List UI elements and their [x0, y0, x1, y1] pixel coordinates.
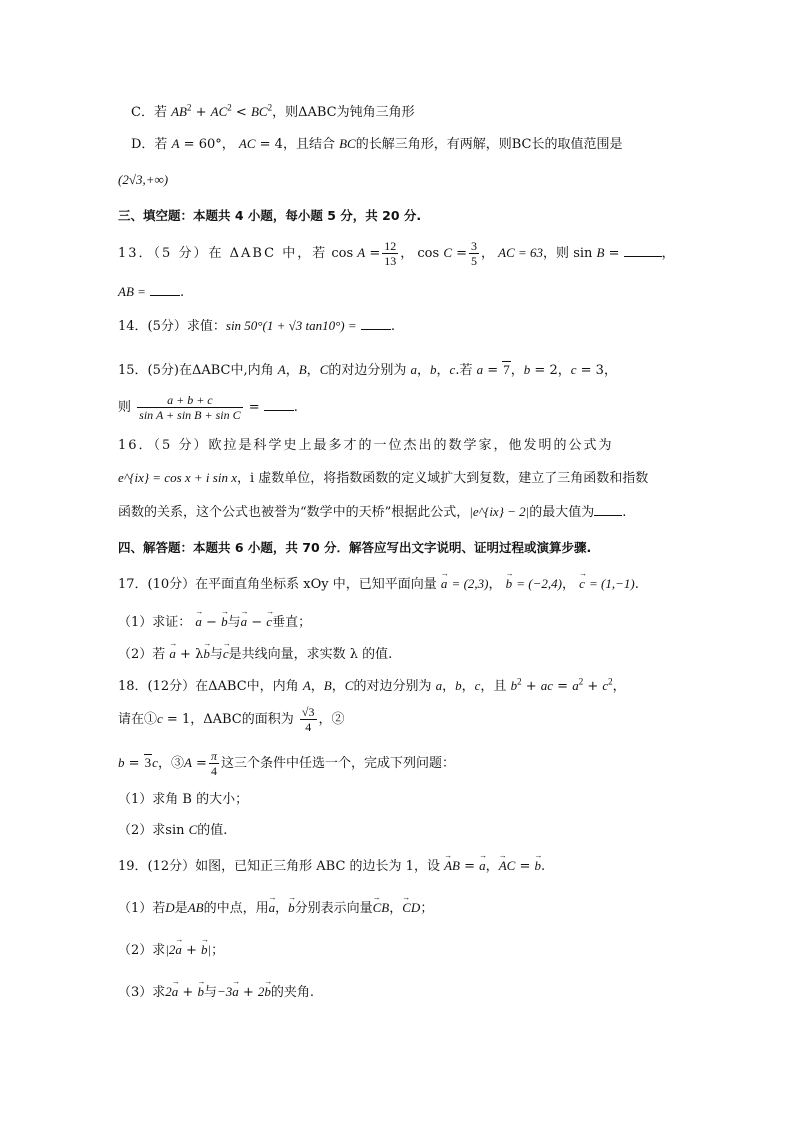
q13-line1: 13．（5 分）在 ΔABC 中，若 cos A = $\frac{12}{13}$ ， cos C = $\frac{3}{5}$ ， AC = 63，则 sin B = ， — [118, 239, 675, 268]
q18-line2: 请在①c = 1，ΔABC的面积为 $\frac{√3}{4}$ ，② — [118, 705, 345, 734]
q16-answer-blank[interactable] — [594, 503, 622, 516]
q12-option-c: C．若 $AB^2 + AC^2 < BC^2$，则ΔABC为钝角三角形 — [131, 102, 415, 120]
q17-line1: 17．(10分）在平面直角坐标系 xOy 中，已知平面向量 → a = (2,3)， → b = (−2,4)， → c = (1,−1). — [118, 574, 639, 595]
q12-option-d-range: (2√3,+∞) — [118, 172, 169, 187]
q15-line1: 15．(5分)在ΔABC中,内角 A，B，C的对边分别为 a，b，c.若 a = 7，b = 2，c = 3， — [118, 362, 617, 378]
q12-option-d: D．若 A = 60°， AC = 4，且结合 BC的长解三角形，有两解，则BC长的取值范围是 — [131, 136, 623, 152]
q14-line: 14．(5分）求值：sin 50°(1 + √3 tan10°) = . — [118, 318, 395, 334]
q13-cosA-fraction: $\frac{12}{13}$ — [384, 239, 397, 268]
q18-part1: （1）求角 B 的大小； — [118, 792, 249, 807]
q16-line3: 函数的关系，这个公式也被誉为“数学中的天桥”根据此公式，|e^{ix} − 2|的最大值为 . — [118, 504, 627, 520]
q17-part2: （2）若 → a + λ→ b与→ c是共线向量，求实数 λ 的值. — [118, 644, 392, 665]
section3-heading: 三、填空题：本题共 4 小题，每小题 5 分，共 20 分. — [118, 208, 422, 223]
q18-line1: 18．(12分）在ΔABC中，内角 A，B，C的对边分别为 a，b，c，且 $b^2$ + ac = $a^2 + c^2$， — [118, 676, 626, 694]
q18-area-fraction: $\frac{√3}{4}$ — [301, 705, 315, 734]
section4-heading: 四、解答题：本题共 6 小题，共 70 分．解答应写出文字说明、证明过程或演算步骤. — [118, 540, 592, 555]
q13-line2: AB = . — [118, 284, 185, 300]
q13-cosC-fraction: $\frac{3}{5}$ — [471, 239, 478, 268]
q14-answer-blank[interactable] — [361, 317, 391, 330]
q13-answer-blank-1[interactable] — [624, 244, 662, 257]
q19-part1: （1）若D是AB的中点，用→ a，→ b分别表示向量→ CB，→ CD； — [118, 898, 433, 919]
q19-line1: 19．(12分）如图，已知正三角形 ABC 的边长为 1，设 → AB = → a，→ AC = → b. — [118, 856, 545, 877]
q19-part3: （3）求2→ a + → b与−3→ a + 2→ b的夹角. — [118, 982, 314, 1003]
q16-line2: e^{ix} = cos x + i sin x，i 虚数单位，将指数函数的定义域扩大到复数，建立了三角函数和指数 — [118, 470, 649, 486]
q15-line2: 则 $\frac{a + b + c}{\text{sin A + sin B + sin C}}$ = . — [118, 393, 298, 422]
q15-fraction: $\frac{a + b + c}{\text{sin A + sin B + sin C}}$ — [139, 393, 241, 422]
q18-angle-fraction: $\frac{\pi}{4}$ — [210, 749, 217, 778]
q15-answer-blank[interactable] — [264, 398, 294, 411]
q17-part1: （1）求证： → a − → b与→ a − → c垂直； — [118, 612, 311, 633]
q16-line1: 16．（5 分）欧拉是科学史上最多才的一位杰出的数学家，他发明的公式为 — [118, 438, 614, 453]
q18-part2: （2）求sin C的值. — [118, 822, 228, 838]
q19-part2: （2）求|2→ a + → b|； — [118, 940, 224, 961]
q13-answer-blank-2[interactable] — [150, 283, 180, 296]
q18-line3: b = 3c，③A = $\frac{\pi}{4}$ 这三个条件中任选一个，完成下列问题： — [118, 749, 455, 778]
